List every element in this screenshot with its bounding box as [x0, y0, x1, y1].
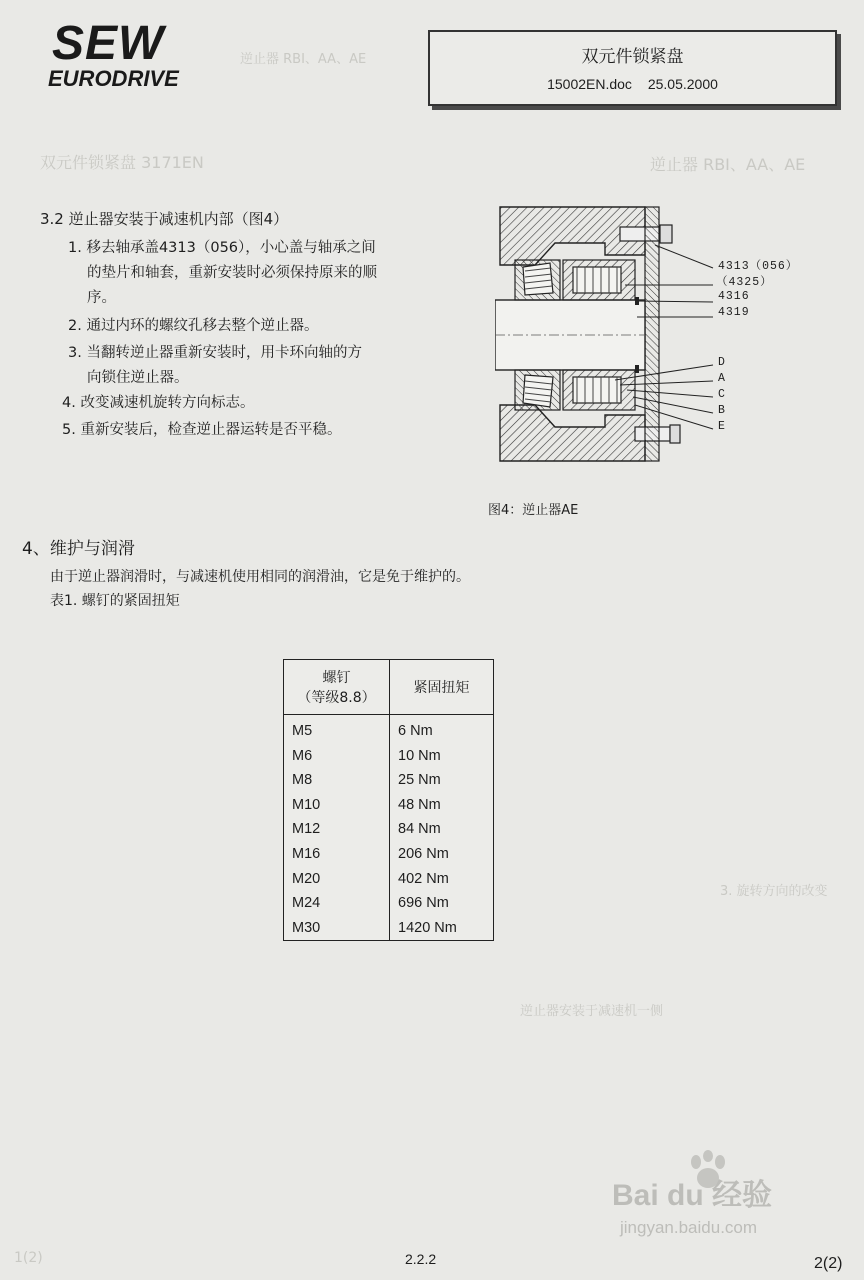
column-header-torque: 紧固扭矩 [390, 660, 494, 715]
torque-value-cell: 402 Nm [390, 867, 494, 892]
part-label-4319: 4319 [718, 306, 750, 319]
screw-size-cell: M12 [284, 817, 390, 842]
torque-value-cell: 84 Nm [390, 817, 494, 842]
torque-value-cell: 25 Nm [390, 768, 494, 793]
table-row [284, 768, 494, 793]
table-row [284, 793, 494, 818]
section-3-2-heading: 3.2 逆止器安装于减速机内部（图4） [40, 210, 289, 228]
step-1 [68, 236, 376, 261]
bleed-through-text: 1(2) [14, 1250, 43, 1266]
page-code: 2.2.2 [405, 1251, 437, 1267]
watermark-url: jingyan.baidu.com [620, 1218, 758, 1237]
table-row [284, 817, 494, 842]
torque-value-cell: 206 Nm [390, 842, 494, 867]
step-number: 5. [62, 422, 76, 438]
document-meta [430, 76, 835, 92]
part-label-4313: 4313（056） [718, 260, 799, 273]
part-label-d: D [718, 356, 726, 369]
step-text: 当翻转逆止器重新安装时，用卡环向轴的方 [86, 345, 362, 361]
column-header-screw-line2: （等级8.8） [297, 690, 376, 706]
table-row [284, 842, 494, 867]
table-row [284, 891, 494, 916]
step-3-cont: 向锁住逆止器。 [87, 370, 189, 386]
table-row [284, 867, 494, 892]
bleed-through-text: 双元件锁紧盘 3171EN [40, 153, 204, 172]
step-number: 2. [68, 318, 82, 334]
torque-value-cell: 10 Nm [390, 744, 494, 769]
table-row [284, 916, 494, 941]
section-4-paragraph: 由于逆止器润滑时，与减速机使用相同的润滑油，它是免于维护的。 [50, 569, 470, 585]
logo-eurodrive: EURODRIVE [48, 66, 179, 91]
doc-filename: 15002EN.doc [547, 76, 632, 92]
screw-size-cell: M24 [284, 891, 390, 916]
step-text: 重新安装后，检查逆止器运转是否平稳。 [80, 422, 342, 438]
document-title-box [428, 30, 837, 106]
torque-value-cell: 48 Nm [390, 793, 494, 818]
column-header-screw [284, 660, 390, 715]
part-label-a: A [718, 372, 726, 385]
torque-value-cell: 6 Nm [390, 715, 494, 744]
step-text: 通过内环的螺纹孔移去整个逆止器。 [86, 318, 319, 334]
step-2 [68, 314, 318, 339]
table-title: 表1. 螺钉的紧固扭矩 [50, 593, 180, 609]
step-number: 4. [62, 395, 76, 411]
figure-caption: 图4：逆止器AE [488, 503, 579, 518]
step-1-cont: 的垫片和轴套，重新安装时必须保持原来的顺 [87, 265, 377, 281]
screw-size-cell: M8 [284, 768, 390, 793]
screw-size-cell: M5 [284, 715, 390, 744]
bleed-through-text: 3. 旋转方向的改变 [720, 884, 828, 899]
table-row [284, 715, 494, 744]
screw-size-cell: M10 [284, 793, 390, 818]
part-label-b: B [718, 404, 726, 417]
screw-size-cell: M6 [284, 744, 390, 769]
logo-sew: SEW [52, 17, 165, 70]
backstop-ae-drawing [495, 205, 720, 463]
step-text: 移去轴承盖4313（056），小心盖与轴承之间 [86, 240, 376, 256]
step-3 [68, 341, 362, 366]
table-header-row [284, 660, 494, 715]
part-label-e: E [718, 420, 726, 433]
table-row [284, 744, 494, 769]
step-5 [62, 418, 341, 443]
step-number: 1. [68, 240, 82, 256]
step-text: 改变减速机旋转方向标志。 [80, 395, 255, 411]
torque-value-cell: 696 Nm [390, 891, 494, 916]
part-label-c: C [718, 388, 726, 401]
document-title: 双元件锁紧盘 [581, 47, 684, 67]
column-header-screw-line1: 螺钉 [322, 670, 351, 686]
screw-size-cell: M16 [284, 842, 390, 867]
torque-table [283, 659, 494, 941]
bleed-through-text: 逆止器 RBI、AA、AE [240, 52, 367, 67]
bleed-through-text: 逆止器安装于减速机一侧 [520, 1004, 664, 1019]
screw-size-cell: M30 [284, 916, 390, 941]
torque-value-cell: 1420 Nm [390, 916, 494, 941]
page-number: 2(2) [814, 1255, 843, 1272]
part-label-4325: （4325） [716, 276, 773, 289]
bleed-through-text: 逆止器 RBI、AA、AE [650, 155, 806, 174]
doc-date: 25.05.2000 [647, 76, 718, 92]
step-1-cont: 序。 [87, 290, 116, 306]
section-4-heading: 4、维护与润滑 [22, 539, 135, 559]
step-number: 3. [68, 345, 82, 361]
screw-size-cell: M20 [284, 867, 390, 892]
watermark-text: Bai du 经验 [612, 1179, 773, 1212]
step-4 [62, 391, 254, 416]
part-label-4316: 4316 [718, 290, 750, 303]
